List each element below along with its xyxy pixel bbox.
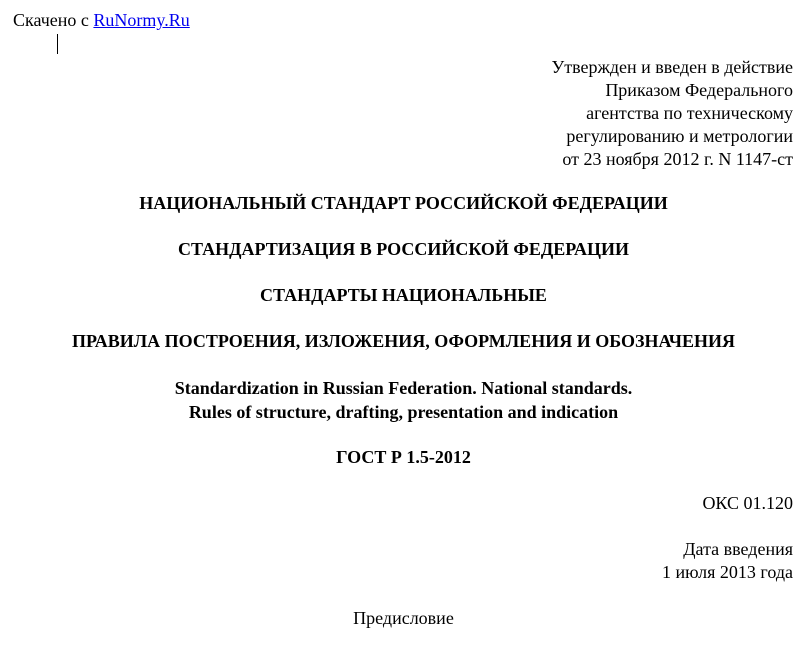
source-line: [13, 9, 190, 31]
heading-standardization: СТАНДАРТИЗАЦИЯ В РОССИЙСКОЙ ФЕДЕРАЦИИ: [178, 239, 629, 259]
approval-line: Приказом Федерального: [605, 80, 793, 100]
preface-heading: Предисловие: [353, 608, 454, 628]
gost-designation: ГОСТ Р 1.5-2012: [336, 447, 471, 467]
heading-rules: ПРАВИЛА ПОСТРОЕНИЯ, ИЗЛОЖЕНИЯ, ОФОРМЛЕНИЯ И ОБОЗНАЧЕНИЯ: [72, 331, 735, 351]
english-title-line1: Standardization in Russian Federation. National standards.: [174, 378, 633, 398]
english-title-line2: Rules of structure, drafting, presentation and indication: [188, 402, 619, 422]
source-prefix: Скачено с: [13, 10, 94, 30]
oks-code: ОКС 01.120: [702, 493, 793, 513]
english-title: [0, 376, 799, 424]
heading-national-standard: НАЦИОНАЛЬНЫЙ СТАНДАРТ РОССИЙСКОЙ ФЕДЕРАЦИИ: [139, 193, 668, 213]
heading-national-standards: СТАНДАРТЫ НАЦИОНАЛЬНЫЕ: [260, 285, 547, 305]
approval-line: Утвержден и введен в действие: [551, 57, 793, 77]
introduction-label: Дата введения: [683, 539, 793, 559]
runormy-link[interactable]: RuNormy.Ru: [93, 10, 190, 30]
introduction-date: 1 июля 2013 года: [662, 562, 793, 582]
approval-line: регулированию и метрологии: [566, 126, 793, 146]
approval-block: [551, 56, 793, 171]
text-cursor: [57, 34, 58, 54]
introduction-date-block: [662, 538, 793, 584]
approval-line: агентства по техническому: [586, 103, 793, 123]
approval-line: от 23 ноября 2012 г. N 1147-ст: [562, 149, 793, 169]
